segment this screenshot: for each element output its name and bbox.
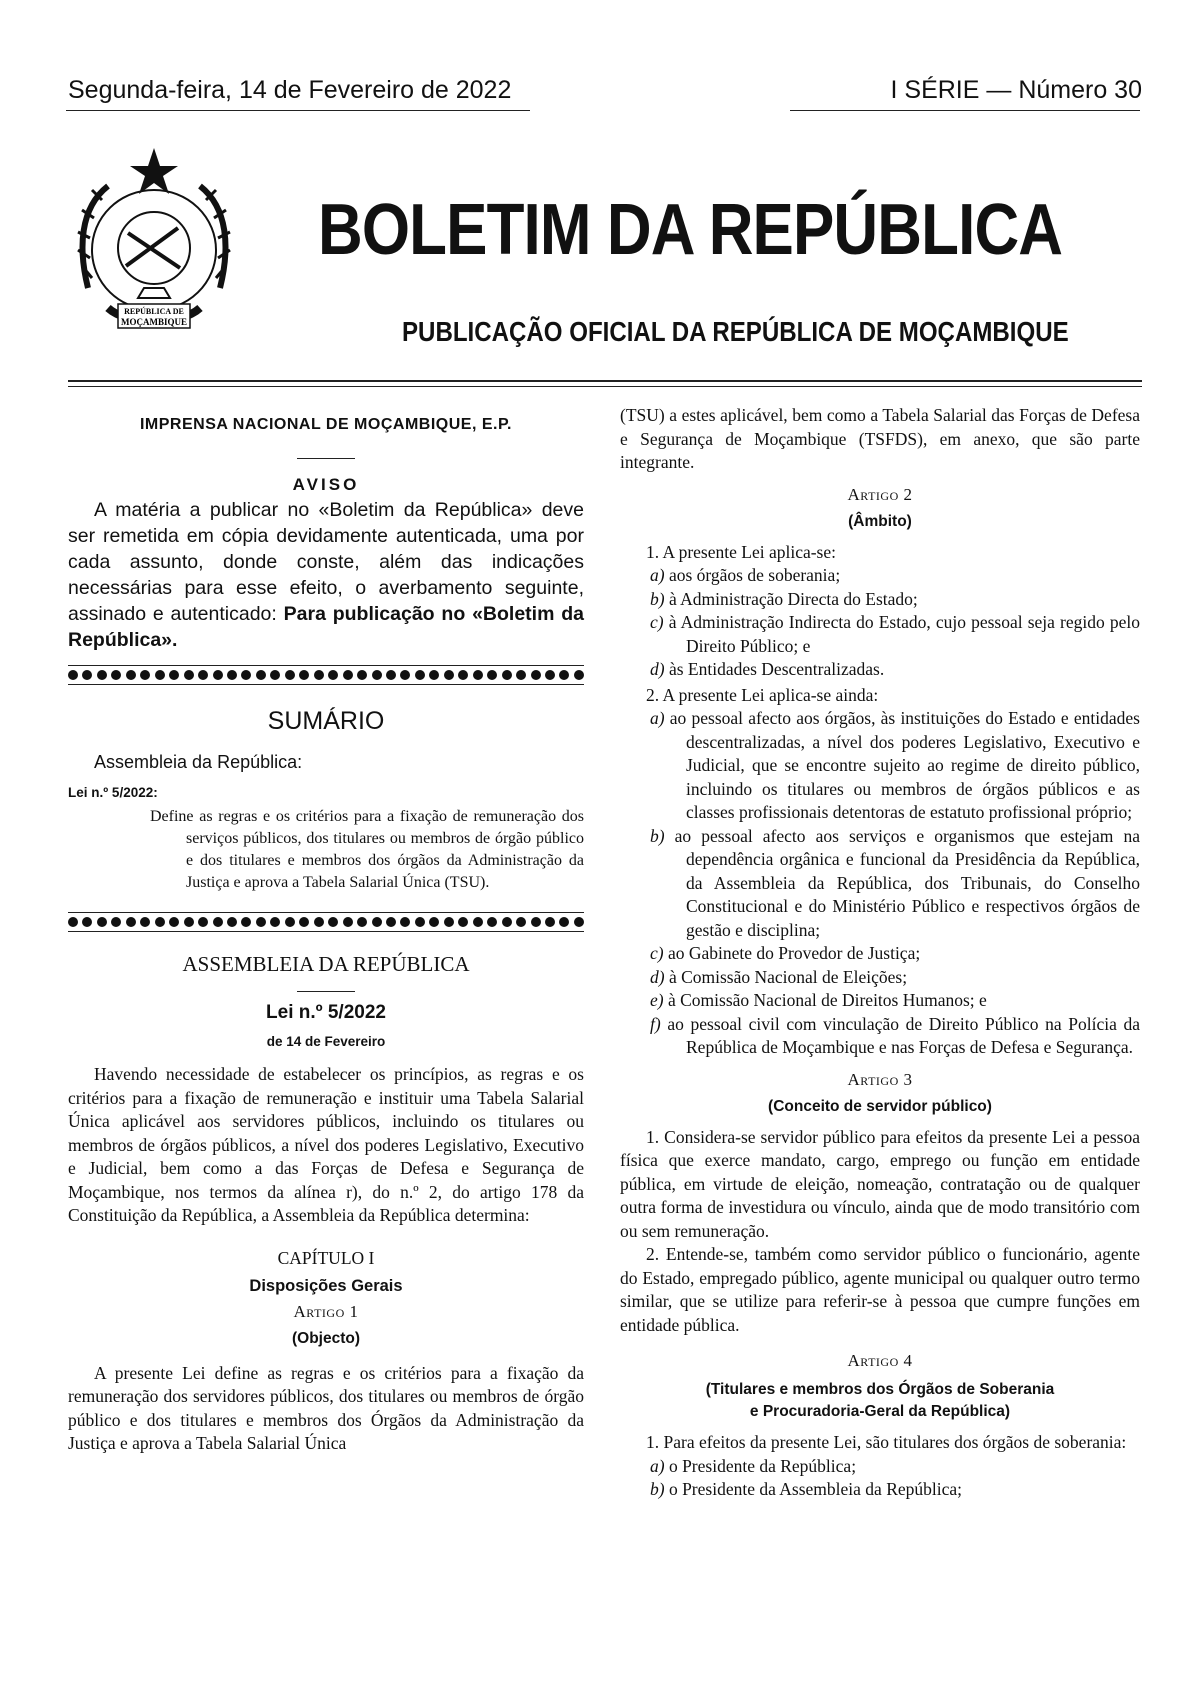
list-item-text: à Administração Directa do Estado; — [664, 588, 918, 609]
list-item-key: b) — [650, 588, 665, 609]
list-item-text: o Presidente da Assembleia da República; — [664, 1479, 963, 1499]
sumario-organ: Assembleia da República: — [94, 752, 303, 772]
separator-dot — [299, 917, 309, 927]
dotted-separator — [68, 666, 584, 684]
separator-dot — [343, 917, 353, 927]
separator-dot — [516, 917, 526, 927]
artigo-2-n2: 2. A presente Lei aplica-se ainda: — [646, 684, 879, 705]
separator-dot — [502, 917, 512, 927]
list-item — [620, 942, 1140, 966]
header-double-rule-bottom — [68, 386, 1142, 387]
separator-dot — [559, 917, 569, 927]
list-item-key: f) — [650, 1013, 661, 1034]
publisher-name: IMPRENSA NACIONAL DE MOÇAMBIQUE, E.P. — [139, 416, 512, 433]
separator-dot — [140, 917, 150, 927]
capitulo-title: Disposições Gerais — [249, 1276, 403, 1295]
list-item-key: a) — [650, 1455, 665, 1476]
right-column — [620, 404, 1140, 1502]
separator-dot — [270, 670, 280, 680]
separator-dot — [429, 670, 439, 680]
artigo-1-heading: Artigo 1 — [293, 1301, 359, 1321]
separator-dot — [415, 670, 425, 680]
separator-dot — [198, 670, 208, 680]
capitulo-heading: CAPÍTULO I — [277, 1247, 375, 1268]
list-item — [620, 611, 1140, 658]
artigo-2-title: (Âmbito) — [848, 512, 912, 530]
separator-dot — [184, 670, 194, 680]
list-item-key: d) — [650, 966, 665, 987]
list-item-key: c) — [650, 943, 664, 963]
separator-dot — [155, 917, 165, 927]
artigo-2-heading: Artigo 2 — [847, 484, 913, 504]
separator-dot — [429, 917, 439, 927]
list-item-key: d) — [650, 659, 665, 679]
artigo-1-text: A presente Lei define as regras e os critérios para a fixação da remuneração dos servidores públicos, dos titulares ou membros de órgão público e dos titulares e membros dos Órgãos da Administração da Justiça e aprova a Tabela Salarial Única — [68, 1362, 584, 1453]
separator-dot — [502, 670, 512, 680]
separator-dot — [227, 670, 237, 680]
separator-dot — [111, 917, 121, 927]
separator-dot — [270, 917, 280, 927]
separator-dot — [299, 670, 309, 680]
separator-dot — [285, 917, 295, 927]
list-item — [620, 588, 1140, 612]
separator-dot — [574, 670, 584, 680]
artigo-3-p1: 1. Considera-se servidor público para efeitos da presente Lei a pessoa física que exerce mandato, cargo, emprego ou função em entidade pública, em virtude de eleição, nomeação, contratação ou de qualquer outra forma de investidura ou vínculo, ainda que de modo transitório com ou sem remuneração. — [620, 1126, 1140, 1241]
aviso-text — [68, 497, 584, 653]
artigo-4-title-line-1: (Titulares e membros dos Órgãos de Soberania — [705, 1381, 1055, 1398]
issue-series-number: I SÉRIE — Número 30 — [890, 76, 1142, 104]
separator-dot — [473, 917, 483, 927]
separator-dot — [328, 670, 338, 680]
coat-of-arms-emblem — [68, 138, 240, 342]
separator-dot — [314, 917, 324, 927]
separator-dot — [531, 917, 541, 927]
separator-dot — [256, 670, 266, 680]
separator-dot — [213, 917, 223, 927]
separator-dot — [458, 917, 468, 927]
separator-dot — [256, 917, 266, 927]
separator-dot — [386, 917, 396, 927]
separator-dot — [559, 670, 569, 680]
separator-dot — [198, 917, 208, 927]
separator-dot — [328, 917, 338, 927]
divider-rule — [68, 684, 584, 685]
preamble: Havendo necessidade de estabelecer os princípios, as regras e os critérios para a fixação de remuneração e instituir uma Tabela Salarial Única aplicável aos servidores públicos, incluindo os titulares ou membros de órgãos públicos, a nível dos poderes Legislativo, Executivo e Judicial, bem como a das Forças de Defesa e Segurança de Moçambique, nos termos da alínea r), do n.º 2, do artigo 178 da Constituição da República, a Assembleia da República determina: — [68, 1064, 584, 1225]
separator-dot — [357, 670, 367, 680]
separator-dot — [241, 670, 251, 680]
list-item — [620, 564, 1140, 588]
separator-dot — [487, 670, 497, 680]
section-assembleia: ASSEMBLEIA DA REPÚBLICA — [182, 952, 470, 976]
artigo-4-heading: Artigo 4 — [847, 1351, 913, 1370]
separator-dot — [140, 670, 150, 680]
list-item — [620, 707, 1140, 825]
separator-dot — [155, 670, 165, 680]
masthead-subtitle: PUBLICAÇÃO OFICIAL DA REPÚBLICA DE MOÇAMBIQUE — [402, 316, 1069, 347]
separator-dot — [213, 670, 223, 680]
header-rule-right — [790, 110, 1140, 111]
separator-dot — [343, 670, 353, 680]
separator-dot — [111, 670, 121, 680]
separator-dot — [227, 917, 237, 927]
artigo-3-p2: 2. Entende-se, também como servidor público o funcionário, agente do Estado, empregado público, agente municipal ou qualquer outro termo similar, que se utilize para referir-se à pessoa que cumpre funções em entidade pública. — [620, 1244, 1140, 1335]
separator-dot — [169, 670, 179, 680]
artigo-2-n1: 1. A presente Lei aplica-se: — [646, 541, 836, 562]
separator-dot — [82, 670, 92, 680]
separator-dot — [415, 917, 425, 927]
separator-dot — [487, 917, 497, 927]
separator-dot — [314, 670, 324, 680]
artigo-3-heading: Artigo 3 — [847, 1069, 913, 1089]
artigo-4-p1: 1. Para efeitos da presente Lei, são titulares dos órgãos de soberania: — [646, 1432, 1127, 1452]
separator-dot — [169, 917, 179, 927]
separator-dot — [458, 670, 468, 680]
list-item-key: a) — [650, 708, 665, 728]
separator-dot — [473, 670, 483, 680]
separator-dot — [545, 917, 555, 927]
lei-title: Lei n.º 5/2022 — [266, 1002, 386, 1023]
separator-dot — [126, 917, 136, 927]
list-item-key: e) — [650, 990, 664, 1010]
separator-dot — [444, 917, 454, 927]
list-item — [620, 1013, 1140, 1060]
list-item-text: o Presidente da República; — [664, 1455, 857, 1476]
list-item-key: c) — [650, 612, 664, 632]
list-item-text: ao pessoal afecto aos serviços e organismos que estejam na dependência orgânica e funcional da Presidência da República, da Assembleia da República, dos Tribunais, do Conselho Constitucional e do Ministério Público e respectivos órgãos de gestão e disciplina; — [664, 825, 1140, 940]
separator-dot — [400, 670, 410, 680]
dotted-separator — [68, 913, 584, 931]
separator-dot — [386, 670, 396, 680]
aviso-bold-text: Para publicação no «Boletim da República». — [68, 603, 584, 651]
sumario-lei-label: Lei n.º 5/2022: — [68, 785, 158, 800]
left-column — [68, 404, 584, 1456]
list-item-text: aos órgãos de soberania; — [664, 565, 841, 585]
separator-dot — [574, 917, 584, 927]
separator-dot — [68, 670, 78, 680]
continuation-text: (TSU) a estes aplicável, bem como a Tabela Salarial das Forças de Defesa e Segurança de Moçambique (TSFDS), em anexo, que são parte integrante. — [620, 405, 1140, 472]
list-item-key: b) — [650, 825, 665, 846]
list-item — [620, 825, 1140, 943]
artigo-3-title: (Conceito de servidor público) — [768, 1097, 992, 1115]
separator-dot — [184, 917, 194, 927]
separator-dot — [372, 917, 382, 927]
list-item — [620, 658, 1140, 682]
artigo-4-title-line-2: e Procuradoria-Geral da República) — [749, 1403, 1011, 1420]
emblem-text-1: REPÚBLICA DE — [124, 307, 184, 316]
separator-dot — [285, 670, 295, 680]
artigo-2-n2-list — [620, 707, 1140, 1060]
separator-dot — [357, 917, 367, 927]
header-double-rule-top — [68, 380, 1142, 382]
issue-date: Segunda-feira, 14 de Fevereiro de 2022 — [68, 76, 512, 104]
separator-dot — [531, 670, 541, 680]
artigo-4-title — [620, 1379, 1140, 1423]
list-item — [620, 1478, 1140, 1502]
artigo-4-list — [620, 1455, 1140, 1502]
sumario-lei-description: Define as regras e os critérios para a fixação de remuneração dos serviços públicos, dos titulares ou membros de órgão público e dos titulares e membros dos órgãos da Administração da Justiça e aprova a Tabela Salarial Única (TSU). — [150, 808, 584, 891]
sumario-title: SUMÁRIO — [267, 707, 385, 735]
list-item-text: à Comissão Nacional de Direitos Humanos; e — [663, 990, 987, 1010]
separator-dot — [545, 670, 555, 680]
separator-dot — [444, 670, 454, 680]
separator-dot — [68, 917, 78, 927]
list-item-key: a) — [650, 565, 665, 585]
list-item — [620, 1455, 1140, 1479]
short-divider — [297, 458, 355, 459]
divider-rule — [68, 931, 584, 932]
emblem-text-2: MOÇAMBIQUE — [121, 317, 187, 327]
separator-dot — [126, 670, 136, 680]
list-item-text: à Administração Indirecta do Estado, cujo pessoal seja regido pelo Direito Público; e — [663, 612, 1140, 656]
separator-dot — [97, 670, 107, 680]
aviso-title: AVISO — [292, 475, 360, 494]
lei-date: de 14 de Fevereiro — [266, 1034, 386, 1049]
separator-dot — [82, 917, 92, 927]
header-rule-left — [66, 110, 530, 111]
list-item-text: à Comissão Nacional de Eleições; — [664, 966, 908, 987]
separator-dot — [241, 917, 251, 927]
list-item-key: b) — [650, 1479, 665, 1499]
separator-dot — [97, 917, 107, 927]
artigo-2-n1-list — [620, 564, 1140, 682]
list-item-text: ao pessoal civil com vinculação de Direito Público na Polícia da República de Moçambique e nas Forças de Defesa e Segurança. — [660, 1013, 1140, 1057]
masthead-title: BOLETIM DA REPÚBLICA — [318, 190, 1063, 270]
list-item — [620, 966, 1140, 990]
list-item — [620, 989, 1140, 1013]
separator-dot — [516, 670, 526, 680]
aviso-body: A matéria a publicar no «Boletim da República» deve ser remetida em cópia devidamente autenticada, uma por cada assunto, donde conste, além das indicações necessárias para esse efeito, o averbamento seguinte, assinado e autenticado: — [68, 499, 584, 625]
list-item-text: às Entidades Descentralizadas. — [664, 659, 885, 679]
artigo-1-title: (Objecto) — [291, 1329, 361, 1347]
separator-dot — [372, 670, 382, 680]
list-item-text: ao Gabinete do Provedor de Justiça; — [663, 943, 921, 963]
list-item-text: ao pessoal afecto aos órgãos, às instituições do Estado e entidades descentralizadas, a nível dos poderes Legislativo, Executivo e Judicial, que se encontre sujeito ao regime de direito público, incluindo os titulares ou membros de órgãos públicos e as classes profissionais detentoras de estatuto profissional próprio; — [664, 708, 1140, 822]
short-divider — [297, 991, 355, 992]
separator-dot — [400, 917, 410, 927]
